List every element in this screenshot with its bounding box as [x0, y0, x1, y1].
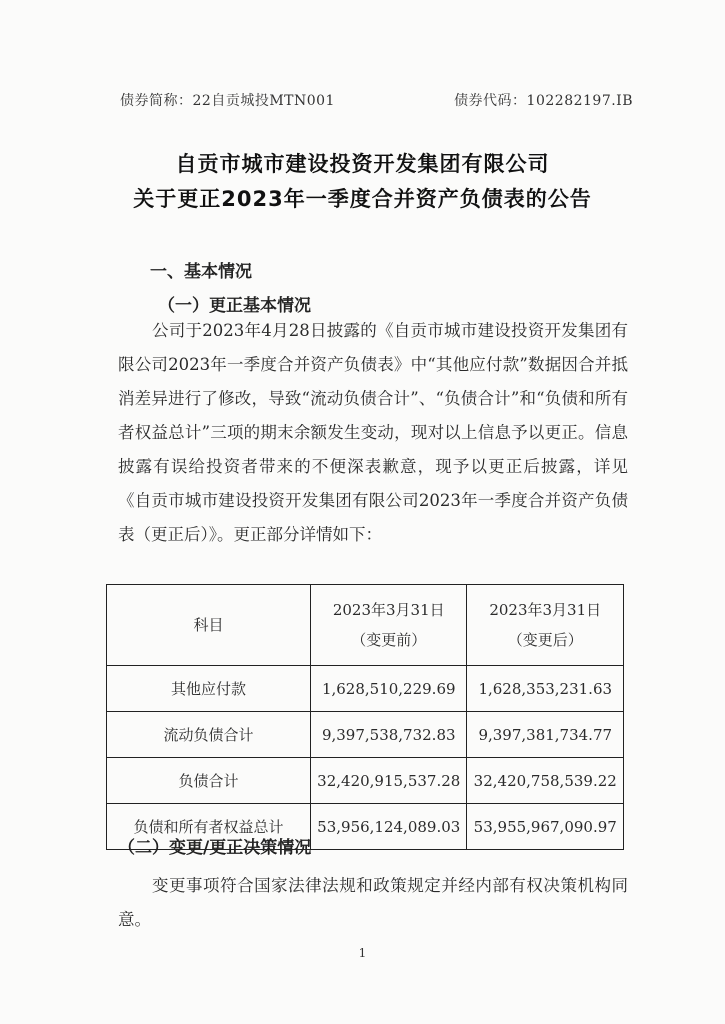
header-after [467, 585, 624, 666]
correction-paragraph: 公司于2023年4月28日披露的《自贡市城市建设投资开发集团有限公司2023年一季度合并资产负债表》中“其他应付款”数据因合并抵消差异进行了修改，导致“流动负债合计”、“负债合计”和“负债和所有者权益总计”三项的期末余额发生变动，现对以上信息予以更正。信息披露有误给投资者带来的不便深表歉意，现予以更正后披露，详见《自贡市城市建设投资开发集团有限公司2023年一季度合并资产负债表（更正后）》。更正部分详情如下： [118, 321, 628, 544]
subsection-heading-decision: （二）变更/更正决策情况 [118, 838, 312, 858]
header-before-note: （变更前） [351, 631, 427, 649]
subsection-heading-correction: （一）更正基本情况 [158, 296, 311, 316]
row-before-value: 1,628,510,229.69 [311, 666, 467, 712]
row-subject: 负债合计 [107, 758, 311, 804]
correction-table [106, 584, 624, 850]
row-after-value: 1,628,353,231.63 [467, 666, 624, 712]
header-subject: 科目 [107, 585, 311, 666]
section-heading-basic-info: 一、基本情况 [150, 262, 252, 282]
row-after-value: 9,397,381,734.77 [467, 712, 624, 758]
row-after-value: 53,955,967,090.97 [467, 804, 624, 850]
table-row [107, 666, 624, 712]
decision-paragraph: 变更事项符合国家法律法规和政策规定并经内部有权决策机构同意。 [118, 876, 628, 929]
row-before-value: 32,420,915,537.28 [311, 758, 467, 804]
row-subject: 其他应付款 [107, 666, 311, 712]
header-after-note: （变更后） [507, 631, 583, 649]
row-after-value: 32,420,758,539.22 [467, 758, 624, 804]
row-before-value: 9,397,538,732.83 [311, 712, 467, 758]
table-row [107, 758, 624, 804]
header-before [311, 585, 467, 666]
document-title-line1: 自贡市城市建设投资开发集团有限公司 [175, 152, 550, 176]
document-title-line2: 关于更正2023年一季度合并资产负债表的公告 [133, 187, 592, 211]
header-before-date: 2023年3月31日 [332, 601, 445, 619]
table-row [107, 712, 624, 758]
bond-code: 债券代码：102282197.IB [454, 93, 633, 109]
table-header-row [107, 585, 624, 666]
row-subject: 负债和所有者权益总计 [107, 804, 311, 850]
header-after-date: 2023年3月31日 [489, 601, 602, 619]
row-before-value: 53,956,124,089.03 [311, 804, 467, 850]
bond-short-name: 债券简称：22自贡城投MTN001 [120, 93, 335, 109]
row-subject: 流动负债合计 [107, 712, 311, 758]
page-number: 1 [358, 946, 367, 960]
